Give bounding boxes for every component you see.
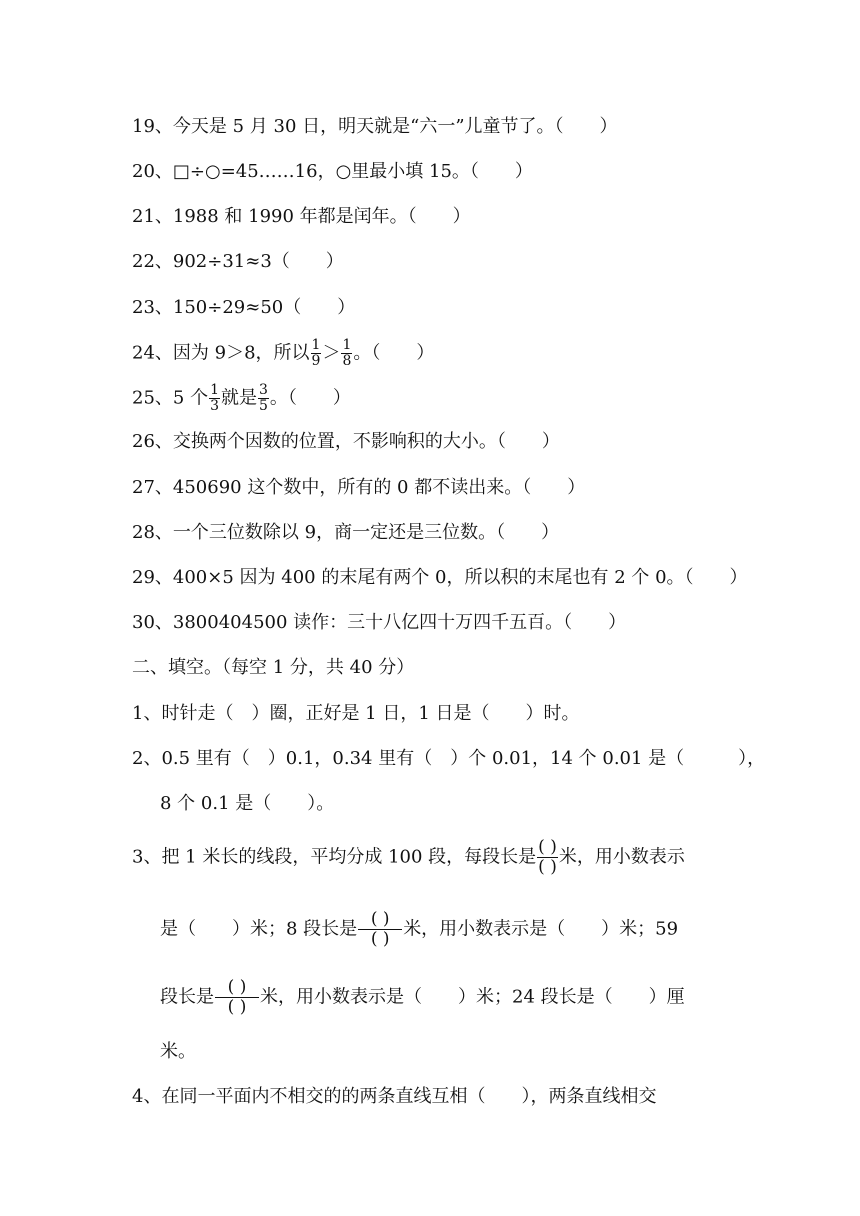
- fill-question-2-line-1: 2、0.5 里有（ ）0.1，0.34 里有（ ）个 0.01，14 个 0.01 是（ ），: [132, 748, 766, 769]
- question-25-prefix: 25、5 个: [132, 387, 209, 409]
- fill-question-3-line-3: 段长是 $\frac{( )}{( )}$ 米，用小数表示是（ ）米；24 段长是（ ）厘: [160, 977, 685, 1017]
- question-30: 30、3800404500 读作：三十八亿四十万四千五百。（ ）: [132, 612, 627, 633]
- question-28: 28、一个三位数除以 9，商一定还是三位数。（ ）: [132, 522, 560, 543]
- fill-question-4: 4、在同一平面内不相交的的两条直线互相（ ），两条直线相交: [132, 1086, 657, 1107]
- section-heading: 二、填空。（每空 1 分，共 40 分）: [132, 657, 415, 678]
- question-29: 29、400×5 因为 400 的末尾有两个 0，所以积的末尾也有 2 个 0。（ ）: [132, 567, 748, 588]
- fill-question-3-line-2: 是（ ）米；8 段长是 $\frac{( )}{( )}$ 米，用小数表示是（ ）米；59: [160, 909, 679, 949]
- question-25: 25、5 个 $\frac{1}{3}$ 就是 $\frac{3}{5}$ 。（ ）: [132, 382, 351, 414]
- question-24-prefix: 24、因为 9＞8，所以: [132, 342, 310, 364]
- fraction-one-third: $\frac{1}{3}$: [210, 382, 219, 414]
- question-24: 24、因为 9＞8，所以 $\frac{1}{9}$ ＞ $\frac{1}{8}$ 。（ ）: [132, 337, 435, 369]
- blank-fraction: $\frac{( )}{( )}$: [358, 910, 402, 949]
- question-27: 27、450690 这个数中，所有的 0 都不读出来。（ ）: [132, 477, 586, 498]
- question-20: 20、□÷○=45……16，○里最小填 15。（ ）: [132, 161, 533, 182]
- fraction-three-fifths: $\frac{3}{5}$: [259, 382, 268, 414]
- blank-fraction: $\frac{( )}{( )}$: [215, 978, 259, 1017]
- fraction-one-ninth: $\frac{1}{9}$: [311, 337, 321, 369]
- question-23: 23、150÷29≈50（ ）: [132, 297, 356, 318]
- question-26: 26、交换两个因数的位置，不影响积的大小。（ ）: [132, 431, 560, 452]
- question-21: 21、1988 和 1990 年都是闰年。（ ）: [132, 206, 471, 227]
- fill-question-1: 1、时针走（ ）圈，正好是 1 日，1 日是（ ）时。: [132, 703, 580, 724]
- blank-fraction: $\frac{( )}{( )}$: [538, 837, 557, 877]
- question-22: 22、902÷31≈3（ ）: [132, 251, 344, 272]
- fraction-one-eighth: $\frac{1}{8}$: [342, 337, 352, 369]
- fill-question-3-line-4: 米。: [160, 1041, 196, 1062]
- question-19: 19、今天是 5 月 30 日，明天就是“六一”儿童节了。（ ）: [132, 116, 618, 137]
- fill-question-3-line-1: 3、把 1 米长的线段，平均分成 100 段，每段长是 $\frac{( )}{( )}$ 米，用小数表示: [132, 837, 685, 877]
- fill-question-2-line-2: 8 个 0.1 是（ ）。: [160, 793, 335, 814]
